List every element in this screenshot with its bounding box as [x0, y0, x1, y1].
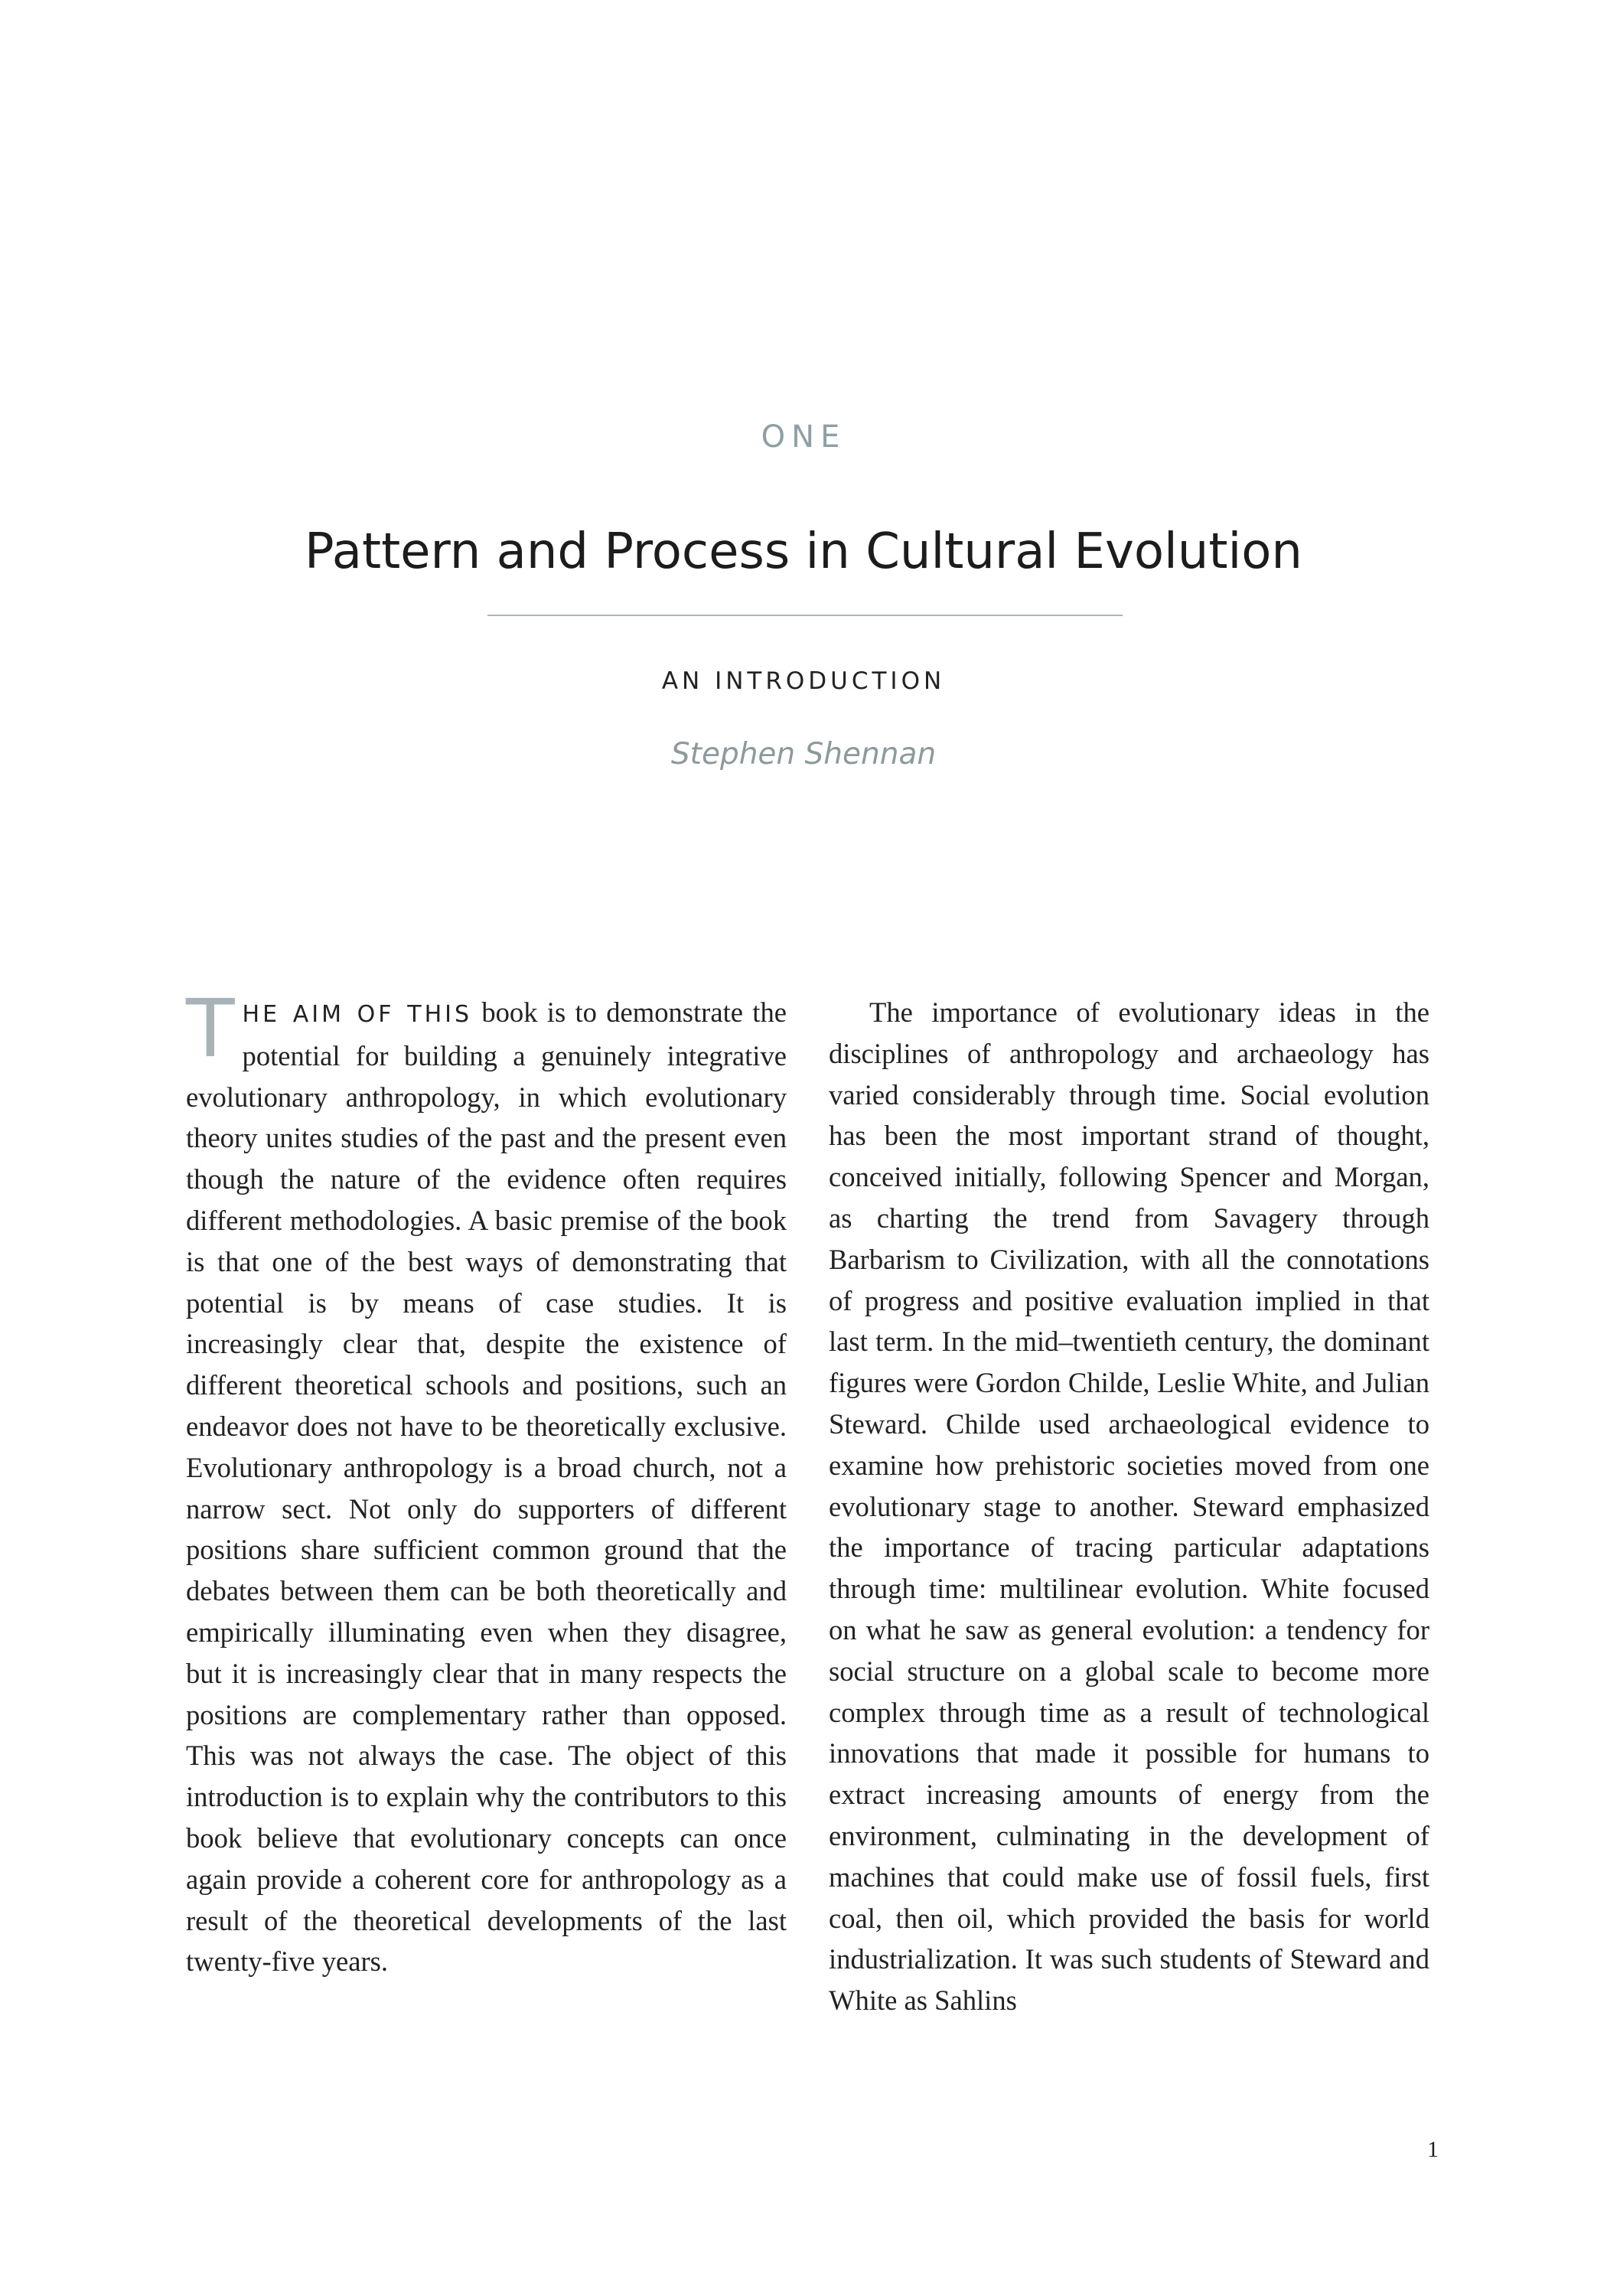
lead-in-caps: HE AIM OF THIS: [242, 1001, 473, 1028]
title-rule: [487, 615, 1123, 616]
opening-paragraph: [186, 982, 787, 1982]
left-column: [186, 982, 787, 1982]
drop-cap: T: [186, 982, 235, 1075]
right-column: [829, 992, 1429, 2021]
opening-paragraph-text: book is to demonstrate the potential for building a genuinely integrative evolutionary anthropology, in which evolutionary theory unites studies of the past and the present even though the nature of the evidence often requires different methodologies. A basic premise of the book is that one of the best ways of demonstrating that potential is by means of case studies. It is increasingly clear that, despite the existence of different theoretical schools and positions, such an endeavor does not have to be theoretically exclusive. Evolutionary anthropology is a broad church, not a narrow sect. Not only do supporters of different positions share sufficient common ground that the debates between them can be both theoretically and empirically illuminating even when they disagree, but it is increasingly clear that in many respects the positions are complementary rather than opposed. This was not always the case. The object of this introduction is to explain why the contributors to this book believe that evolutionary concepts can once again provide a coherent core for anthropology as a result of the theoretical developments of the last twenty-five years.: [186, 996, 787, 1978]
second-paragraph: The importance of evolutionary ideas in the disciplines of anthropology and archaeology has varied considerably through time. Social evolution has been the most important strand of thought, conceived initially, following Spencer and Morgan, as charting the trend from Savagery through Barbarism to Civilization, with all the connotations of progress and positive evaluation implied in that last term. In the mid–twentieth century, the dominant figures were Gordon Childe, Leslie White, and Julian Steward. Childe used archaeological evidence to examine how prehistoric societies moved from one evolutionary stage to another. Steward emphasized the importance of tracing particular adaptations through time: multilinear evolution. White focused on what he saw as general evolution: a tendency for social structure on a global scale to become more complex through time as a result of technological innovations that made it possible for humans to extract increasing amounts of energy from the environment, culminating in the development of machines that could make use of fossil fuels, first coal, then oil, which provided the basis for world industrialization. It was such students of Steward and White as Sahlins: [829, 996, 1429, 2017]
chapter-title: Pattern and Process in Cultural Evolution: [305, 523, 1302, 580]
chapter-subtitle: AN INTRODUCTION: [661, 667, 946, 695]
chapter-number: ONE: [761, 419, 846, 455]
page-number: 1: [1427, 2137, 1439, 2162]
author-name: Stephen Shennan: [670, 737, 937, 771]
